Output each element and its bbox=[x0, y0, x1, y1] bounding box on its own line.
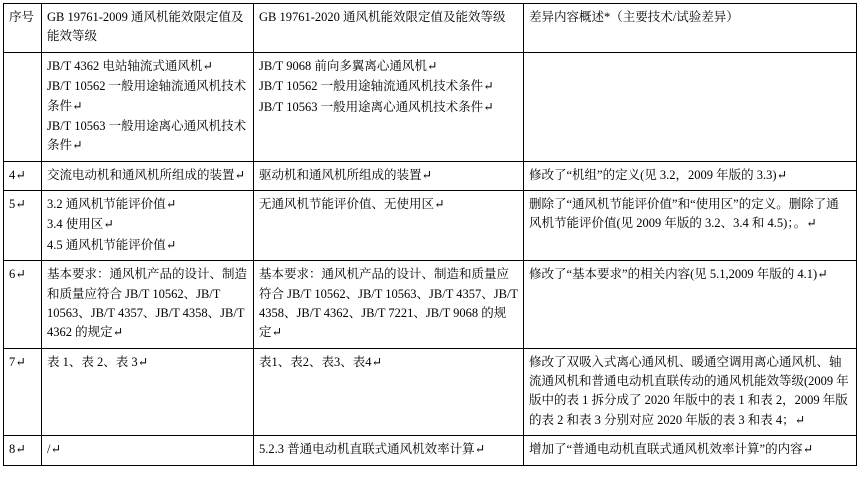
cell-difference bbox=[524, 191, 857, 261]
cell-old-standard bbox=[42, 348, 254, 436]
paragraph: JB/T 10562 一般用途轴流通风机技术条件↵ bbox=[259, 79, 494, 94]
table-row bbox=[4, 436, 857, 465]
paragraph: 基本要求：通风机产品的设计、制造和质量应符合 JB/T 10562、JB/T 10563、JB/T 4357、JB/T 4358、JB/T 4362、JB/T 7221、JB/T 9068 的规定↵ bbox=[259, 267, 518, 340]
paragraph: /↵ bbox=[47, 442, 61, 457]
paragraph: JB/T 10563 一般用途离心通风机技术条件↵ bbox=[259, 99, 494, 114]
paragraph: JB/T 4362 电站轴流式通风机↵ bbox=[47, 58, 213, 73]
column-header-difference: 差异内容概述*（主要技术/试验差异） bbox=[524, 4, 857, 53]
cell-difference bbox=[524, 436, 857, 465]
cell-difference bbox=[524, 348, 857, 436]
table-body bbox=[4, 52, 857, 465]
cell-index bbox=[4, 52, 42, 161]
paragraph: 5.2.3 普通电动机直联式通风机效率计算↵ bbox=[259, 442, 486, 457]
cell-old-standard bbox=[42, 161, 254, 190]
table-row bbox=[4, 261, 857, 349]
document-page bbox=[0, 3, 859, 488]
cell-index: 5↵ bbox=[4, 191, 42, 261]
cell-index: 7↵ bbox=[4, 348, 42, 436]
paragraph: 修改了“机组”的定义(见 3.2，2009 年版的 3.3)↵ bbox=[529, 167, 788, 182]
cell-new-standard bbox=[254, 436, 524, 465]
paragraph: 删除了“通风机节能评价值”和“使用区”的定义。删除了通风机节能评价值(见 2009 年版的 3.2、3.4 和 4.5)；。↵ bbox=[529, 197, 839, 231]
cell-new-standard bbox=[254, 161, 524, 190]
cell-new-standard bbox=[254, 52, 524, 161]
cell-new-standard bbox=[254, 261, 524, 349]
paragraph: JB/T 10563 一般用途离心通风机技术条件↵ bbox=[47, 118, 247, 153]
table-row bbox=[4, 161, 857, 190]
table-row bbox=[4, 348, 857, 436]
paragraph: 无通风机节能评价值、无使用区↵ bbox=[259, 197, 445, 211]
table-row bbox=[4, 52, 857, 161]
column-header-index: 序号 bbox=[4, 4, 42, 53]
paragraph: JB/T 9068 前向多翼离心通风机↵ bbox=[259, 58, 438, 73]
cell-new-standard bbox=[254, 348, 524, 436]
cell-new-standard bbox=[254, 191, 524, 261]
paragraph: 3.2 通风机节能评价值↵ bbox=[47, 197, 177, 211]
paragraph: 4.5 通风机节能评价值↵ bbox=[47, 237, 177, 252]
cell-old-standard bbox=[42, 191, 254, 261]
table-header-row bbox=[4, 4, 857, 53]
column-header-new-standard: GB 19761-2020 通风机能效限定值及能效等级 bbox=[254, 4, 524, 53]
paragraph: 3.4 使用区↵ bbox=[47, 217, 114, 232]
cell-old-standard bbox=[42, 436, 254, 465]
paragraph: 表 1、表 2、表 3↵ bbox=[47, 354, 149, 369]
paragraph: 修改了双吸入式离心通风机、暖通空调用离心通风机、轴流通风机和普通电动机直联传动的通风机能效等级(2009 年版中的表 1 拆分成了 2020 年版中的表 1 和表 2，2009 年版的表 2 和表 3 分别对应 2020 年版的表 3 和表 4；↵ bbox=[529, 354, 849, 427]
cell-old-standard bbox=[42, 52, 254, 161]
cell-old-standard bbox=[42, 261, 254, 349]
paragraph: 基本要求：通风机产品的设计、制造和质量应符合 JB/T 10562、JB/T 10563、JB/T 4357、JB/T 4358、JB/T 4362 的规定↵ bbox=[47, 267, 248, 340]
cell-index: 8↵ bbox=[4, 436, 42, 465]
paragraph: 驱动机和通风机所组成的装置↵ bbox=[259, 167, 432, 182]
paragraph: 交流电动机和通风机所组成的装置↵ bbox=[47, 167, 245, 182]
table-header bbox=[4, 4, 857, 53]
cell-difference bbox=[524, 161, 857, 190]
paragraph: 表1、表2、表3、表4↵ bbox=[259, 354, 382, 369]
standard-comparison-table bbox=[3, 3, 857, 466]
cell-difference bbox=[524, 52, 857, 161]
paragraph: JB/T 10562 一般用途轴流通风机技术条件↵ bbox=[47, 79, 247, 113]
paragraph: 增加了“普通电动机直联式通风机效率计算”的内容↵ bbox=[529, 442, 814, 457]
table-row bbox=[4, 191, 857, 261]
cell-index: 4↵ bbox=[4, 161, 42, 190]
paragraph: 修改了“基本要求”的相关内容(见 5.1,2009 年版的 4.1)↵ bbox=[529, 267, 828, 282]
cell-index: 6↵ bbox=[4, 261, 42, 349]
cell-difference bbox=[524, 261, 857, 349]
column-header-old-standard: GB 19761-2009 通风机能效限定值及能效等级 bbox=[42, 4, 254, 53]
